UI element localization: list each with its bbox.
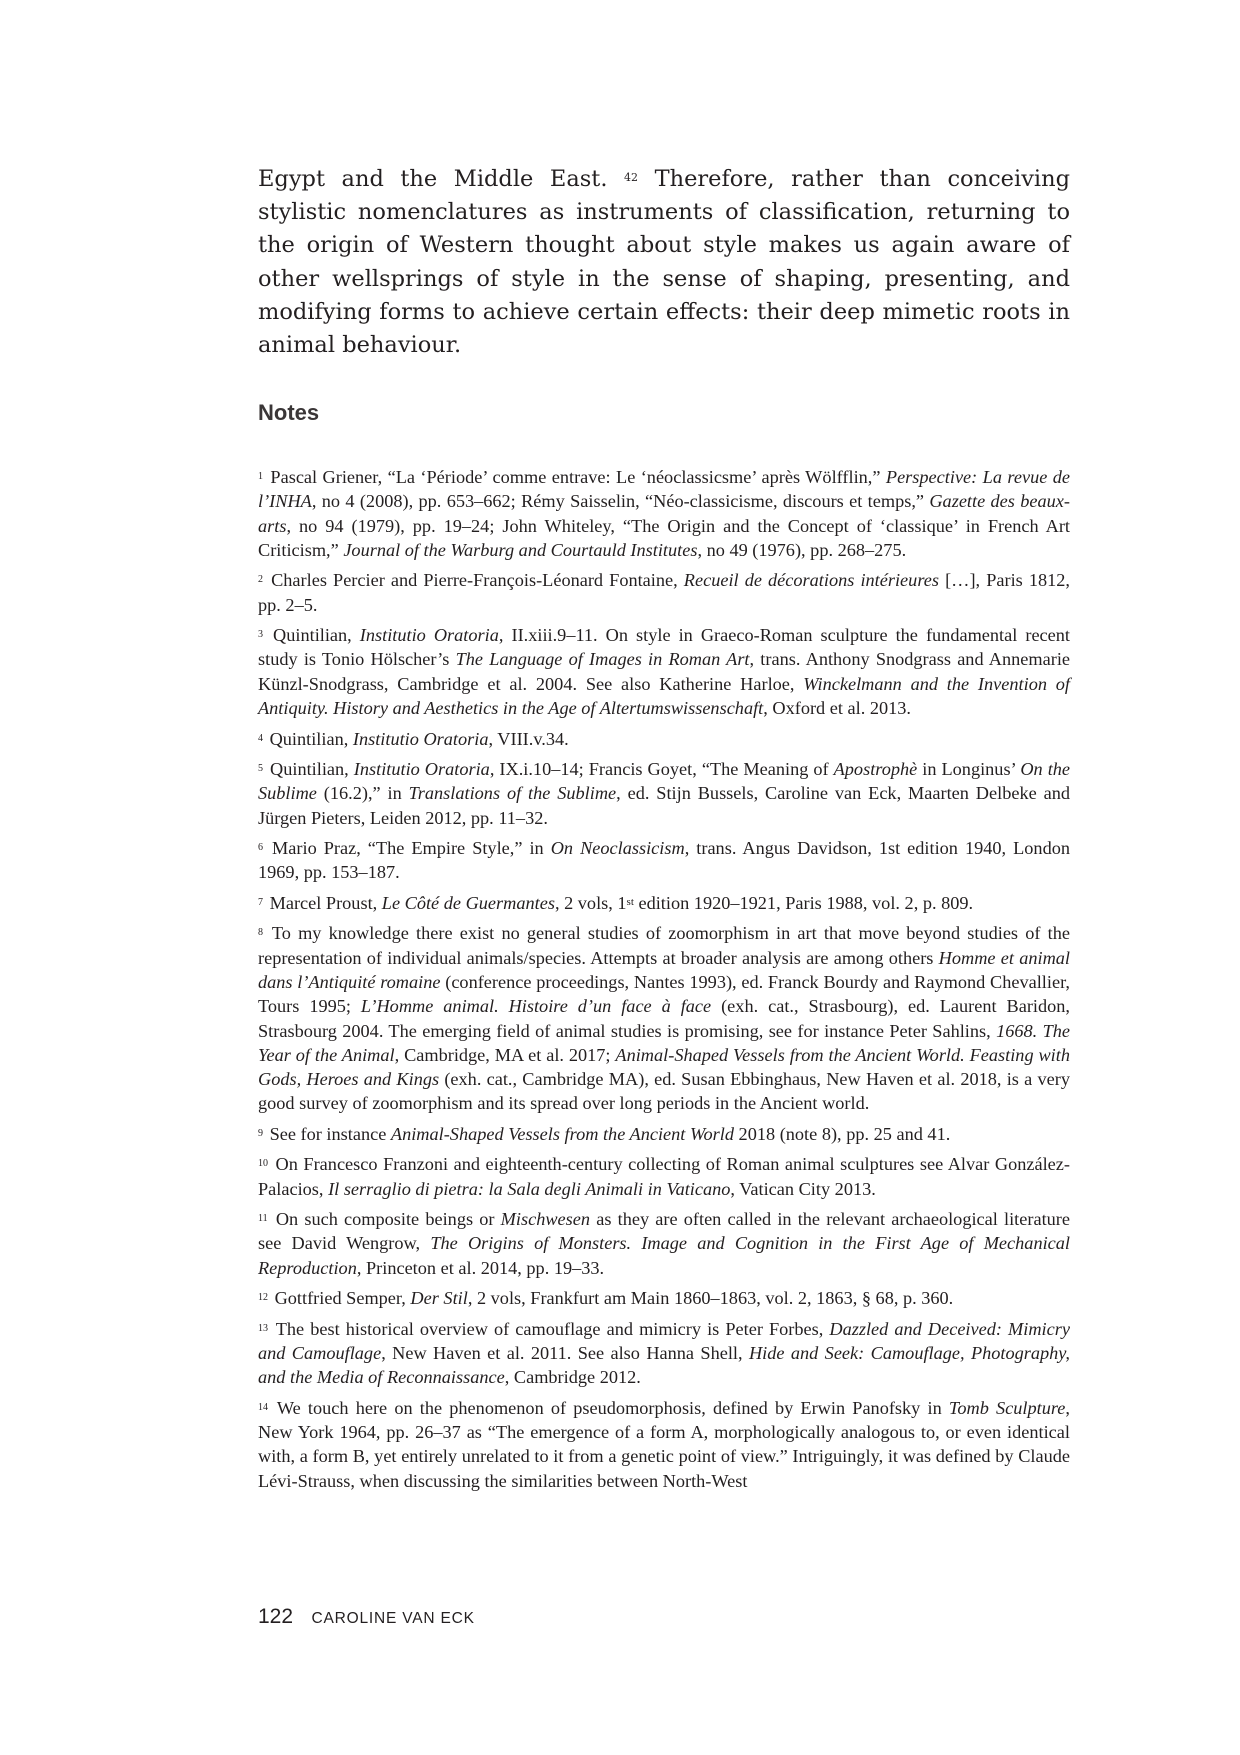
footnote-8 [258, 921, 1070, 1115]
footnote-text: Quintilian, Institutio Oratoria, II.xiii.9–11. On style in Graeco-Roman sculpture the fundamental recent study is Tonio Hölscher’s The Language of Images in Roman Art, trans. Anthony Snodgrass and Annemarie Künzl-Snodgrass, Cambridge et al. 2004. See also Katherine Harloe, Winckelmann and the Invention of Antiquity. History and Aesthetics in the Age of Altertumswissenschaft, Oxford et al. 2013. [258, 625, 1071, 719]
body-paragraph [258, 163, 1070, 362]
footnote-number: 11 [258, 1213, 268, 1225]
footnote-reference[interactable]: 42 [624, 171, 639, 184]
footnote-text: Quintilian, Institutio Oratoria, VIII.v.34. [269, 728, 569, 749]
footnote-text: Quintilian, Institutio Oratoria, IX.i.10–14; Francis Goyet, “The Meaning of Apostrophè in Longinus’ On the Sublime (16.2),” in Translations of the Sublime, ed. Stijn Bussels, Caroline van Eck, Maarten Delbeke and Jürgen Pieters, Leiden 2012, pp. 11–32. [258, 759, 1071, 828]
page-footer [258, 1605, 475, 1629]
footnote-text: Gottfried Semper, Der Stil, 2 vols, Frankfurt am Main 1860–1863, vol. 2, 1863, § 68, p. 360. [274, 1288, 954, 1309]
footnote-number: 14 [258, 1401, 268, 1413]
footnote-9 [258, 1122, 1070, 1146]
footnote-number: 8 [258, 927, 263, 939]
footnote-10 [258, 1152, 1070, 1201]
footnote-7 [258, 891, 1070, 915]
footnote-text: On Francesco Franzoni and eighteenth-century collecting of Roman animal sculptures see Alvar González-Palacios, Il serraglio di pietra: la Sala degli Animali in Vaticano, Vatican City 2013. [258, 1154, 1070, 1199]
footnote-6 [258, 836, 1070, 885]
footnote-11 [258, 1207, 1070, 1280]
running-head: CAROLINE VAN ECK [311, 1610, 475, 1627]
footnote-number: 13 [258, 1322, 268, 1334]
footnote-text: To my knowledge there exist no general studies of zoomorphism in art that move beyond studies of the representation of individual animals/species. Attempts at broader analysis are among others Homme et animal dans l’Antiquité romaine (conference proceedings, Nantes 1993), ed. Franck Bourdy and Raymond Chevallier, Tours 1995; L’Homme animal. Histoire d’un face à face (exh. cat., Strasbourg), ed. Laurent Baridon, Strasbourg 2004. The emerging field of animal studies is promising, see for instance Peter Sahlins, 1668. The Year of the Animal, Cambridge, MA et al. 2017; Animal-Shaped Vessels from the Ancient World. Feasting with Gods, Heroes and Kings (exh. cat., Cambridge MA), ed. Susan Ebbinghaus, New Haven et al. 2018, is a very good survey of zoomorphism and its spread over long periods in the Ancient world. [258, 923, 1071, 1114]
footnote-number: 12 [258, 1292, 268, 1304]
footnote-5 [258, 757, 1070, 830]
footnote-text: On such composite beings or Mischwesen as they are often called in the relevant archaeological literature see David Wengrow, The Origins of Monsters. Image and Cognition in the First Age of Mechanical Reproduction, Princeton et al. 2014, pp. 19–33. [258, 1209, 1070, 1278]
footnote-number: 7 [258, 896, 263, 908]
footnote-number: 10 [258, 1158, 268, 1170]
footnote-3 [258, 623, 1070, 720]
footnote-text: See for instance Animal-Shaped Vessels from the Ancient World 2018 (note 8), pp. 25 and 41. [269, 1123, 951, 1144]
footnote-number: 1 [258, 471, 263, 482]
footnote-number: 3 [258, 629, 263, 641]
footnote-text: Mario Praz, “The Empire Style,” in On Neoclassicism, trans. Angus Davidson, 1st edition 1940, London 1969, pp. 153–187. [258, 838, 1070, 883]
footnote-text: We touch here on the phenomenon of pseudomorphosis, defined by Erwin Panofsky in Tomb Sculpture, New York 1964, pp. 26–37 as “The emergence of a form A, morphologically analogous to, or even identical with, a form B, yet entirely unrelated to it from a genetic point of view.” Intriguingly, it was defined by Claude Lévi-Strauss, when discussing the similarities between North-West [258, 1397, 1070, 1491]
body-text-end: Therefore, rather than conceiving stylistic nomenclatures as instruments of classification, returning to the origin of Western thought about style makes us again aware of other wellsprings of style in the sense of shaping, presenting, and modifying forms to achieve certain effects: their deep mimetic roots in animal behaviour. [258, 166, 1070, 359]
footnote-12 [258, 1286, 1070, 1310]
footnote-2 [258, 568, 1070, 617]
footnote-text: Pascal Griener, “La ‘Période’ comme entrave: Le ‘néoclassicsme’ après Wölfflin,” Perspective: La revue de l’INHA, no 4 (2008), pp. 653–662; Rémy Saisselin, “Néo-classicisme, discours et temps,” Gazette des beaux-arts, no 94 (1979), pp. 19–24; John Whiteley, “The Origin and the Concept of ‘classique’ in French Art Criticism,” Journal of the Warburg and Courtauld Institutes, no 49 (1976), pp. 268–275. [258, 467, 1070, 560]
footnote-number: 6 [258, 842, 263, 854]
footnote-13 [258, 1317, 1070, 1390]
notes-heading: Notes [258, 400, 320, 425]
footnote-number: 4 [258, 732, 263, 744]
notes-list [258, 465, 1070, 1499]
footnote-number: 2 [258, 574, 263, 586]
page-number: 122 [258, 1605, 294, 1628]
footnote-text: Marcel Proust, Le Côté de Guermantes, 2 vols, 1st edition 1920–1921, Paris 1988, vol. 2, p. 809. [269, 892, 974, 913]
footnote-14 [258, 1396, 1070, 1493]
footnote-number: 9 [258, 1127, 263, 1139]
footnote-text: Charles Percier and Pierre-François-Léonard Fontaine, Recueil de décorations intérieures […], Paris 1812, pp. 2–5. [258, 570, 1070, 615]
body-text-start: Egypt and the Middle East. [258, 166, 608, 192]
footnote-text: The best historical overview of camouflage and mimicry is Peter Forbes, Dazzled and Deceived: Mimicry and Camouflage, New Haven et al. 2011. See also Hanna Shell, Hide and Seek: Camouflage, Photography, and the Media of Reconnaissance, Cambridge 2012. [258, 1318, 1070, 1388]
footnote-4 [258, 727, 1070, 751]
footnote-number: 5 [258, 763, 263, 775]
footnote-1 [258, 465, 1070, 562]
